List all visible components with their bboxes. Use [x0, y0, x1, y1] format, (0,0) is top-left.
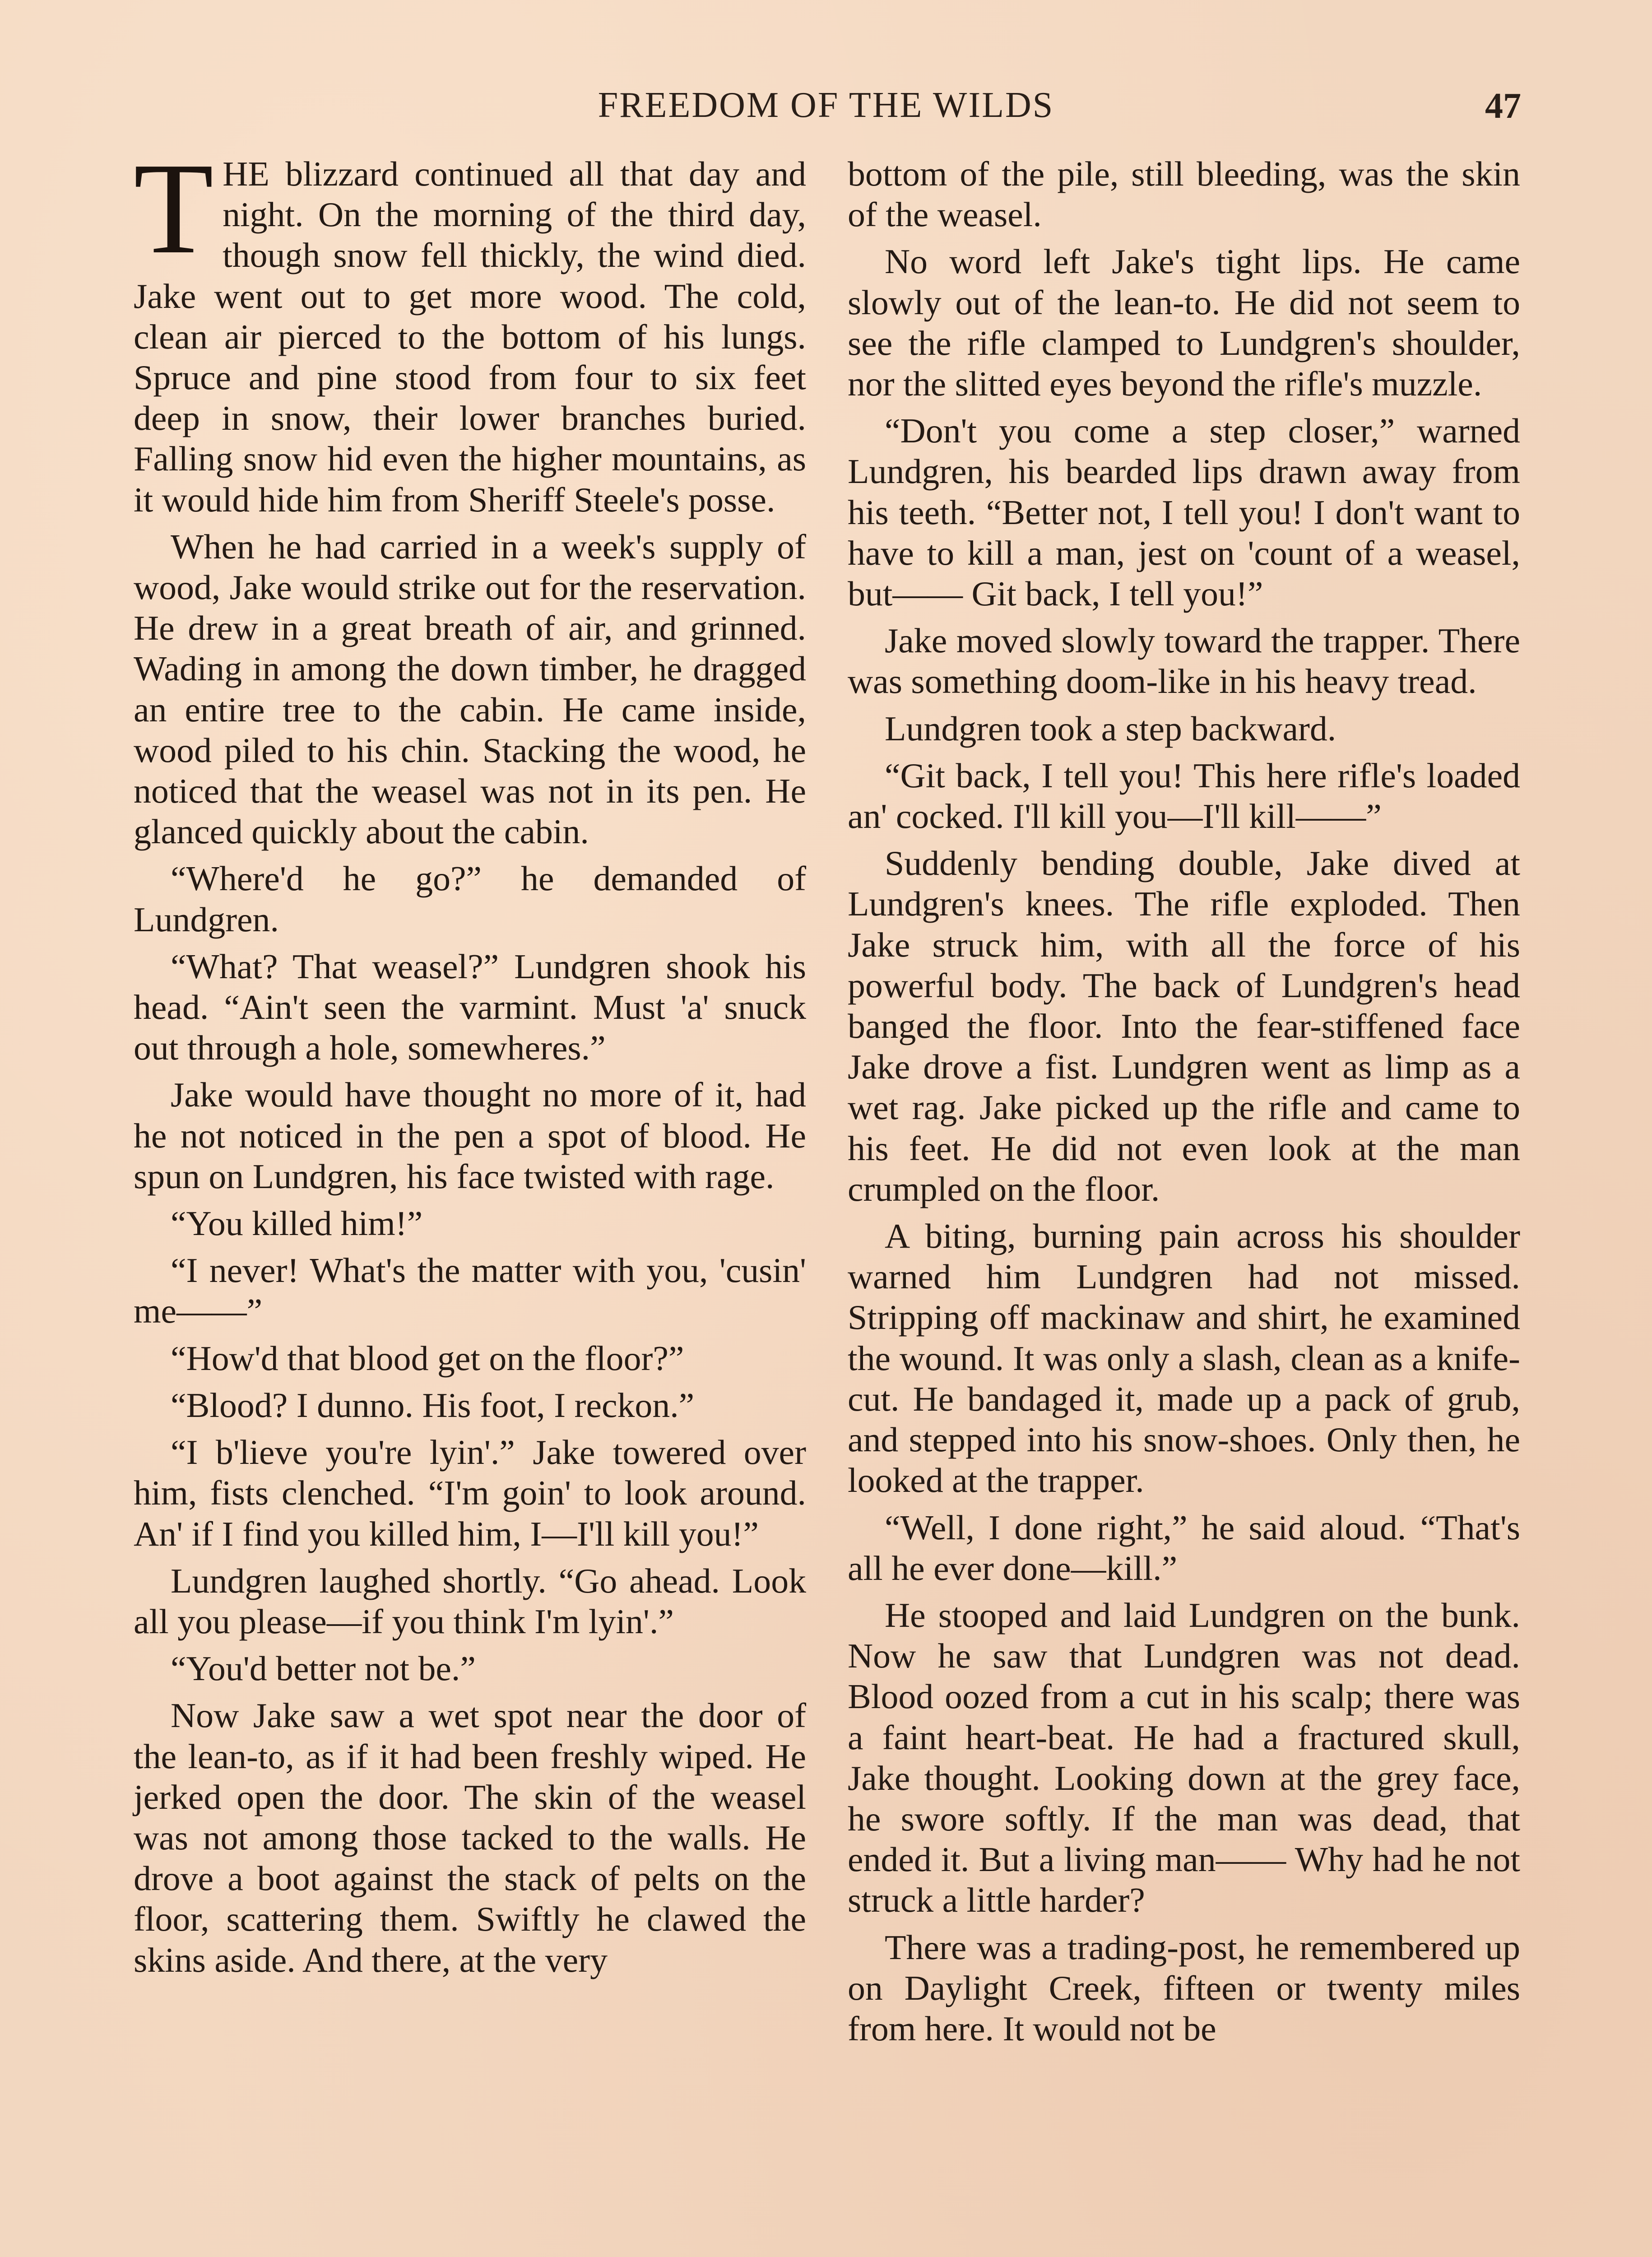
- page-header: [131, 80, 1521, 139]
- paragraph: “I b'lieve you're lyin'.” Jake towered over him, fists clenched. “I'm goin' to look around. An' if I find you killed him, I—I'll kill you!”: [134, 1433, 806, 1553]
- paragraph: Suddenly bending double, Jake dived at Lundgren's knees. The rifle exploded. Then Jake struck him, with all the force of his powerful body. The back of Lundgren's head banged the floor. Into the fear-stiffened face Jake drove a fist. Lundgren went as limp as a wet rag. Jake picked up the rifle and came to his feet. He did not even look at the man crumpled on the floor.: [848, 844, 1520, 1208]
- paragraph: “I never! What's the matter with you, 'cusin' me——”: [134, 1251, 806, 1331]
- paragraph: Jake moved slowly toward the trapper. There was something doom-like in his heavy tread.: [848, 621, 1520, 701]
- paragraph: Lundgren took a step backward.: [885, 709, 1336, 748]
- paragraph: A biting, burning pain across his shoulder warned him Lundgren had not missed. Stripping off mackinaw and shirt, he examined the wound. It was only a slash, clean as a knife-cut. He bandaged it, made up a pack of grub, and stepped into his snow-shoes. Only then, he looked at the trapper.: [848, 1217, 1520, 1500]
- running-head: FREEDOM OF THE WILDS: [598, 85, 1054, 125]
- paragraph-continued: bottom of the pile, still bleeding, was the skin of the weasel.: [848, 154, 1520, 234]
- paragraph: “You'd better not be.”: [171, 1649, 476, 1688]
- paragraph: “Git back, I tell you! This here rifle's loaded an' cocked. I'll kill you—I'll kill——”: [848, 756, 1520, 836]
- paragraph: Now Jake saw a wet spot near the door of the lean-to, as if it had been freshly wiped. He jerked open the door. The skin of the weasel was not among those tacked to the walls. He drove a boot against the stack of pelts on the floor, scattering them. Swiftly he clawed the skins aside. And there, at the very: [134, 1696, 806, 1979]
- paragraph-opening: [134, 136, 806, 520]
- paragraph: He stooped and laid Lundgren on the bunk. Now he saw that Lundgren was not dead. Blood oozed from a cut in his scalp; there was a faint heart-beat. He had a fractured skull, Jake thought. Looking down at the grey face, he swore softly. If the man was dead, that ended it. But a living man—— Why had he not struck a little harder?: [848, 1595, 1520, 1920]
- paragraph: “Well, I done right,” he said aloud. “That's all he ever done—kill.”: [848, 1508, 1520, 1588]
- drop-cap: T: [134, 136, 214, 281]
- paragraph: “You killed him!”: [171, 1204, 423, 1243]
- right-column: [848, 153, 1520, 2055]
- paragraph: Jake would have thought no more of it, had he not noticed in the pen a spot of blood. He spun on Lundgren, his face twisted with rage.: [134, 1075, 806, 1196]
- paragraph: “How'd that blood get on the floor?”: [171, 1338, 684, 1378]
- paragraph: No word left Jake's tight lips. He came slowly out of the lean-to. He did not seem to see the rifle clamped to Lundgren's shoulder, nor the slitted eyes beyond the rifle's muzzle.: [848, 242, 1520, 404]
- page-number: 47: [1485, 86, 1521, 126]
- paragraph: “Blood? I dunno. His foot, I reckon.”: [171, 1385, 695, 1425]
- paragraph: When he had carried in a week's supply of wood, Jake would strike out for the reservation. He drew in a great breath of air, and grinned. Wading in among the down timber, he dragged an entire tree to the cabin. He came inside, wood piled to his chin. Stacking the wood, he noticed that the weasel was not in its pen. He glanced quickly about the cabin.: [134, 527, 806, 851]
- opening-text: HE blizzard continued all that day and night. On the morning of the third day, though snow fell thickly, the wind died. Jake went out to get more wood. The cold, clean air pierced to the bottom of his lungs. Spruce and pine stood from four to six feet deep in snow, their lower branches buried. Falling snow hid even the higher mountains, as it would hide him from Sheriff Steele's posse.: [134, 154, 806, 519]
- left-column: [134, 136, 806, 1987]
- paragraph: “What? That weasel?” Lundgren shook his head. “Ain't seen the varmint. Must 'a' snuck out through a hole, somewheres.”: [134, 947, 806, 1068]
- paragraph: There was a trading-post, he remembered up on Daylight Creek, fifteen or twenty miles from here. It would not be: [848, 1927, 1520, 2048]
- paragraph: “Where'd he go?” he demanded of Lundgren.: [134, 859, 806, 939]
- paragraph: “Don't you come a step closer,” warned Lundgren, his bearded lips drawn away from his teeth. “Better not, I tell you! I don't want to have to kill a man, jest on 'count of a weasel, but—— Git back, I tell you!”: [848, 411, 1520, 613]
- paragraph: Lundgren laughed shortly. “Go ahead. Look all you please—if you think I'm lyin'.”: [134, 1561, 806, 1641]
